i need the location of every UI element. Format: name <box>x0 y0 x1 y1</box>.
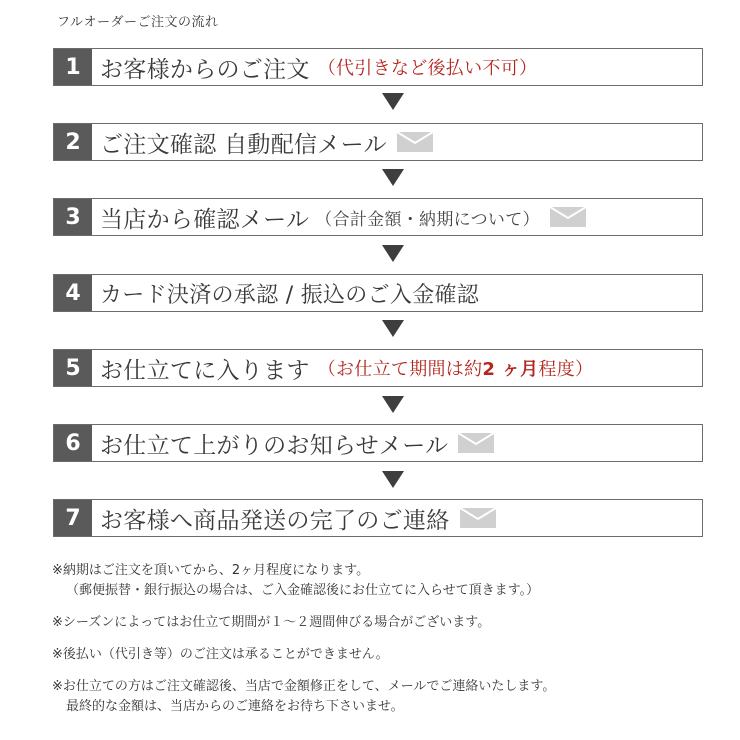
note-line: ※納期はご注文を頂いてから、2ヶ月程度になります。 <box>52 563 370 578</box>
step-label-text: お客様へ商品発送の完了のご連絡 <box>100 507 450 534</box>
mail-icon <box>550 207 586 227</box>
page-title: フルオーダーご注文の流れ <box>57 15 219 30</box>
step-note <box>318 355 594 381</box>
step-label <box>100 278 479 309</box>
note-line: ※シーズンによってはお仕立て期間が１～２週間伸びる場合がございます。 <box>52 615 491 630</box>
step-note-post: 程度） <box>538 359 594 380</box>
step-label <box>100 427 494 460</box>
step-5 <box>53 349 703 387</box>
step-2 <box>53 123 703 161</box>
down-arrow-icon <box>382 93 404 110</box>
note-line: 最終的な金額は、当店からのご連絡をお待ち下さいませ。 <box>66 699 404 714</box>
down-arrow-icon <box>382 245 404 262</box>
step-label <box>100 352 593 385</box>
step-number: 7 <box>54 500 92 536</box>
step-label <box>100 201 586 234</box>
step-7 <box>53 499 703 537</box>
note-line: （郵便振替・銀行振込の場合は、ご入金確認後にお仕立てに入らせて頂きます。） <box>66 583 540 598</box>
down-arrow-icon <box>382 320 404 337</box>
down-arrow-icon <box>382 169 404 186</box>
step-number: 5 <box>54 350 92 386</box>
step-label <box>100 126 433 159</box>
note-line: ※後払い（代引き等）のご注文は承ることができません。 <box>52 647 389 662</box>
step-number: 2 <box>54 124 92 160</box>
note-line: ※お仕立ての方はご注文確認後、当店で金額修正をして、メールでご連絡いたします。 <box>52 679 556 694</box>
step-note-pre: （お仕立て期間は約 <box>317 359 483 380</box>
step-3 <box>53 198 703 236</box>
mail-icon <box>397 132 433 152</box>
step-number: 4 <box>54 275 92 311</box>
step-1 <box>53 48 703 86</box>
step-number: 3 <box>54 199 92 235</box>
step-label <box>100 51 537 84</box>
step-label-text: お仕立てに入ります <box>100 357 310 384</box>
step-6 <box>53 424 703 462</box>
step-number: 6 <box>54 425 92 461</box>
mail-icon <box>460 508 496 528</box>
step-label-text: カード決済の承認 / 振込のご入金確認 <box>100 282 480 308</box>
step-label-text: お客様からのご注文 <box>100 56 310 83</box>
down-arrow-icon <box>382 471 404 488</box>
step-note: （代引きなど後払い不可） <box>317 58 538 79</box>
step-number: 1 <box>54 49 92 85</box>
step-label-text: お仕立て上がりのお知らせメール <box>100 432 449 459</box>
step-label-text: ご注文確認 自動配信メール <box>100 131 387 158</box>
step-note-duration: 2 ヶ月 <box>482 359 539 380</box>
step-4 <box>53 274 703 312</box>
step-label-text: 当店から確認メール <box>100 206 310 233</box>
notes-section <box>52 561 555 717</box>
mail-icon <box>458 433 494 453</box>
down-arrow-icon <box>382 396 404 413</box>
step-note: （合計金額・納期について） <box>315 209 540 230</box>
step-label <box>100 502 496 535</box>
